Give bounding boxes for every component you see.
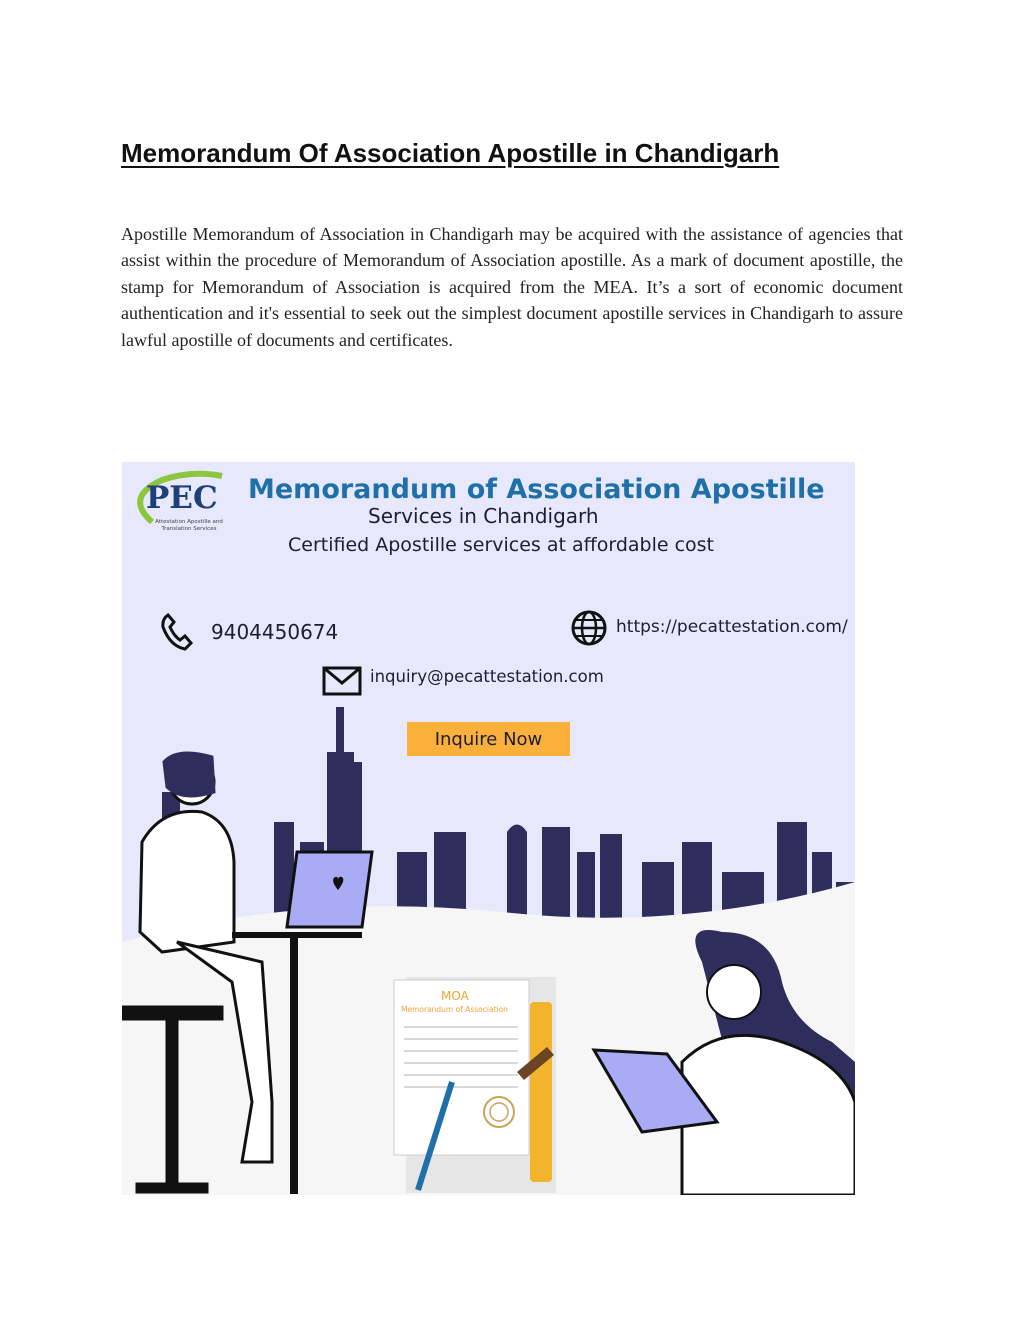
pec-logo-caption: Attestation Apostille and Translation Services [155,519,223,532]
banner-illustration [122,462,855,1195]
banner-title: Memorandum of Association Apostille [248,474,825,505]
website-link[interactable]: https://pecattestation.com/ [616,617,848,637]
mail-icon [322,666,362,696]
document-subtitle: Memorandum of Association [401,1005,508,1014]
phone-number[interactable]: 9404450674 [211,620,339,644]
page-title: Memorandum Of Association Apostille in Chandigarh [121,138,780,168]
document-title: MOA [441,989,469,1003]
globe-icon [570,609,608,647]
promo-banner [122,462,855,1195]
email-link[interactable]: inquiry@pecattestation.com [370,667,604,686]
pec-logo: PEC [146,480,218,516]
laptop-icon [287,852,372,927]
inquire-now-button[interactable]: Inquire Now [407,722,570,756]
phone-icon [160,612,194,652]
banner-subtitle: Services in Chandigarh [368,504,599,528]
banner-tagline: Certified Apostille services at affordable cost [288,534,715,556]
body-paragraph: Apostille Memorandum of Association in Chandigarh may be acquired with the assistance of agencies that assist within the procedure of Memorandum of Association apostille. As a mark of document apostille, the stamp for Memorandum of Association is acquired from the MEA. It’s a sort of economic document authentication and it's essential to seek out the simplest document apostille services in Chandigarh to assure lawful apostille of documents and certificates. [121,224,903,350]
